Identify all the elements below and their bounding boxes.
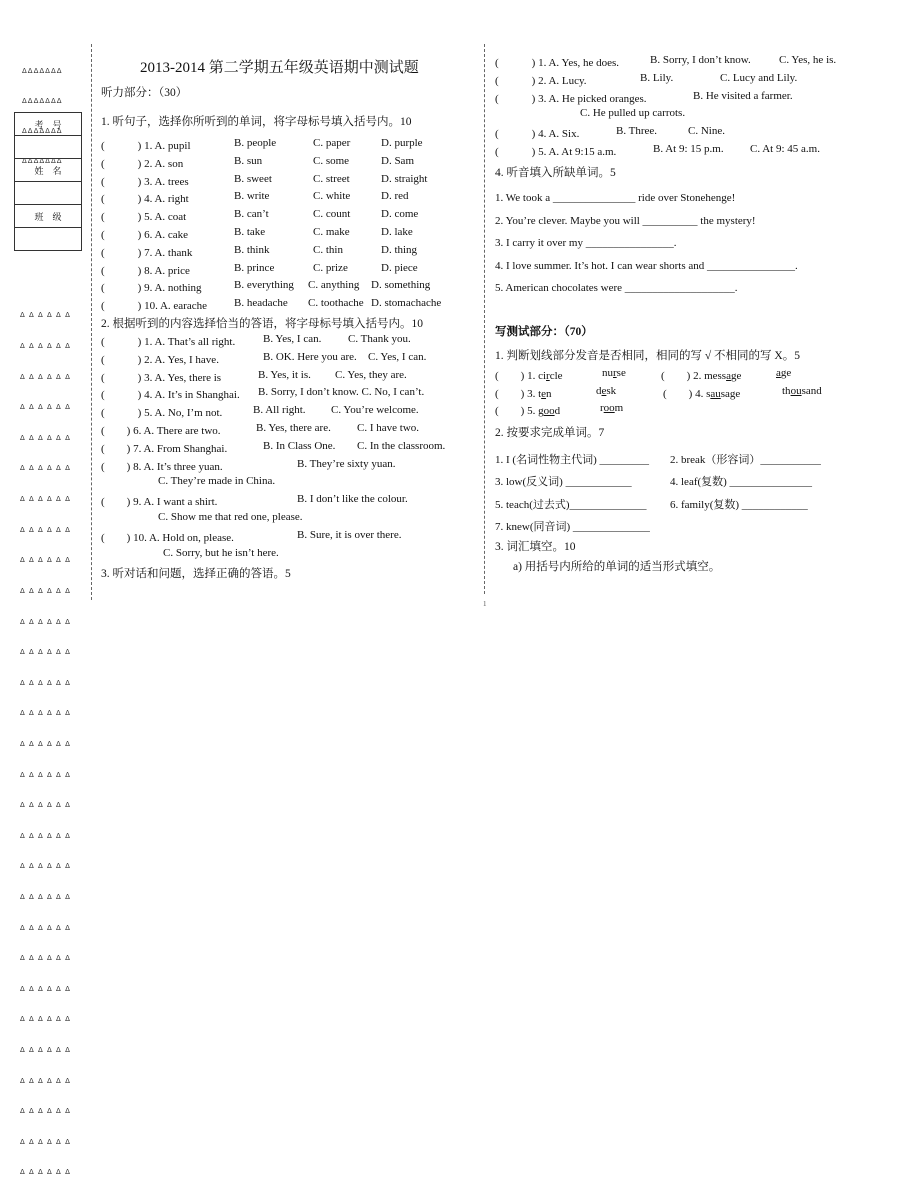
answer-option: D. come xyxy=(381,208,419,221)
answer-option: B. Three. xyxy=(616,125,658,138)
answer-option: D. red xyxy=(381,190,409,203)
word-part: cle xyxy=(549,370,563,382)
question-item: ( ) 7. A. thank xyxy=(101,246,193,259)
answer-option: C. Yes, he is. xyxy=(779,54,837,66)
question-item: ( ) 5. A. At 9:15 a.m. xyxy=(495,146,617,158)
answer-option: C. some xyxy=(313,154,350,167)
judge-item[interactable] xyxy=(495,367,563,383)
answer-option: B. Lily. xyxy=(640,71,674,84)
item-number: ( ) 3. xyxy=(495,388,539,400)
answer-option: D. something xyxy=(371,279,431,292)
fill-blank-item[interactable]: 3. I carry it over my ________________. xyxy=(495,237,677,249)
word-part: g xyxy=(538,405,544,417)
writing-2-heading: 2. 按要求完成单词。7 xyxy=(495,427,605,439)
question-item: ( ) 2. A. Lucy. xyxy=(495,74,587,87)
judge-item[interactable] xyxy=(663,385,740,401)
writing-heading: 写测试部分：（70） xyxy=(495,326,593,338)
word-part: d xyxy=(554,405,561,417)
word-form-item[interactable]: 7. knew(同音词) ______________ xyxy=(495,521,650,533)
binding-line xyxy=(91,44,92,600)
answer-option: C. Nine. xyxy=(688,125,725,138)
question-item: ( ) 9. A. I want a shirt. xyxy=(101,496,218,509)
answer-option: C. thin xyxy=(313,243,343,256)
answer-option: C. street xyxy=(313,172,350,185)
answer-option: B. write xyxy=(234,190,270,203)
item-number: ( ) 1. xyxy=(495,370,539,382)
name-field[interactable] xyxy=(15,182,82,205)
question-item: ( ) 3. A. trees xyxy=(101,175,189,188)
section-3-heading: 3. 听对话和问题，选择正确的答语。5 xyxy=(101,568,291,580)
answer-option: C. make xyxy=(313,226,350,238)
question-item: ( ) 2. A. son xyxy=(101,157,184,170)
column-divider xyxy=(484,44,485,594)
underlined-letters: oo xyxy=(603,402,615,414)
underlined-letters: r xyxy=(613,367,617,379)
underlined-letters: e xyxy=(601,385,607,397)
class-label: 班 级 xyxy=(15,205,82,228)
name-label: 姓 名 xyxy=(15,159,82,182)
answer-option: D. thing xyxy=(381,243,418,256)
answer-option: B. Sorry, I don’t know. xyxy=(650,54,751,66)
page-title: 2013-2014 第二学期五年级英语期中测试题 xyxy=(140,60,419,76)
word-form-item[interactable]: 6. family(复数) ____________ xyxy=(670,499,808,511)
fill-blank-item[interactable]: 5. American chocolates were ____________________. xyxy=(495,282,738,294)
word-part: s xyxy=(706,388,711,400)
answer-option: C. count xyxy=(313,208,351,221)
answer-option: C. Lucy and Lily. xyxy=(720,71,798,84)
judge-item[interactable] xyxy=(495,385,552,401)
answer-option: D. lake xyxy=(381,226,413,238)
answer-option: C. anything xyxy=(308,279,360,292)
answer-option: B. He visited a farmer. xyxy=(693,89,793,102)
section-4-heading: 4. 听音填入所缺单词。5 xyxy=(495,167,616,179)
question-item: ( ) 1. A. pupil xyxy=(101,140,191,152)
answer-option: B. sweet xyxy=(234,172,272,185)
answer-option: B. At 9: 15 p.m. xyxy=(653,143,724,155)
answer-option: B. Yes, I can. xyxy=(263,333,322,345)
question-item: ( ) 5. A. coat xyxy=(101,211,187,224)
word-form-item[interactable]: 5. teach(过去式)______________ xyxy=(495,499,647,511)
question-item: ( ) 1. A. That’s all right. xyxy=(101,336,236,348)
question-item: ( ) 6. A. There are two. xyxy=(101,425,221,437)
answer-option: B. headache xyxy=(234,297,288,310)
question-item: C. He pulled up carrots. xyxy=(580,107,686,120)
compare-word xyxy=(782,385,822,397)
writing-3-heading: 3. 词汇填空。10 xyxy=(495,541,576,553)
answer-option: B. Yes, there are. xyxy=(256,422,331,434)
compare-word xyxy=(602,367,626,379)
answer-option: B. prince xyxy=(234,261,275,274)
answer-option: C. At 9: 45 a.m. xyxy=(750,143,820,155)
answer-option: C. toothache xyxy=(308,297,364,310)
word-part: se xyxy=(616,367,626,379)
answer-option: C. Thank you. xyxy=(348,333,411,345)
section-2-heading: 2. 根据听到的内容选择恰当的答语，将字母标号填入括号内。10 xyxy=(101,318,423,330)
page-number: 1 xyxy=(483,600,487,608)
word-part: t xyxy=(538,388,542,400)
question-item: ( ) 3. A. He picked oranges. xyxy=(495,92,647,105)
fill-blank-item[interactable]: 4. I love summer. It’s hot. I can wear shorts and ________________. xyxy=(495,259,798,272)
question-item: C. They’re made in China. xyxy=(158,475,276,488)
question-item: ( ) 8. A. price xyxy=(101,264,190,277)
answer-option: B. OK. Here you are. xyxy=(263,350,357,363)
underlined-letters: oo xyxy=(543,405,555,417)
answer-option: C. Yes, they are. xyxy=(335,368,407,381)
answer-option: B. think xyxy=(234,243,270,256)
word-part: ge xyxy=(730,370,742,382)
question-item: ( ) 7. A. From Shanghai. xyxy=(101,442,228,455)
word-part: ge xyxy=(780,367,792,379)
listening-heading: 听力部分：（30） xyxy=(101,87,188,99)
word-part: sand xyxy=(801,385,822,397)
answer-option: C. Yes, I can. xyxy=(368,350,427,363)
answer-option: B. In Class One. xyxy=(263,439,336,452)
question-item: ( ) 8. A. It’s three yuan. xyxy=(101,460,223,473)
underlined-letters: au xyxy=(710,388,721,400)
compare-word xyxy=(776,367,791,379)
answer-option: C. white xyxy=(313,190,351,203)
answer-option: C. In the classroom. xyxy=(357,439,446,452)
judge-item[interactable] xyxy=(495,402,560,418)
question-item: ( ) 10. A. Hold on, please. xyxy=(101,531,234,544)
underlined-letters: a xyxy=(726,370,731,382)
word-part: ci xyxy=(538,370,547,382)
word-part: mess xyxy=(704,370,727,382)
question-item: ( ) 2. A. Yes, I have. xyxy=(101,353,219,366)
word-part: d xyxy=(596,385,602,397)
word-part: sage xyxy=(720,388,741,400)
underlined-letters: r xyxy=(546,370,550,382)
question-item: ( ) 9. A. nothing xyxy=(101,282,202,295)
writing-3-subheading: a) 用括号内所给的单词的适当形式填空。 xyxy=(513,561,721,573)
item-number: ( ) 4. xyxy=(663,388,707,400)
answer-option: B. All right. xyxy=(253,404,306,417)
exam-number-field[interactable] xyxy=(15,136,82,159)
word-form-item[interactable]: 4. leaf(复数) _______________ xyxy=(670,476,813,488)
answer-option: D. Sam xyxy=(381,154,414,167)
answer-option: D. straight xyxy=(381,172,428,185)
answer-option: C. I have two. xyxy=(357,422,420,434)
word-part: sk xyxy=(606,385,617,397)
word-part: m xyxy=(614,402,624,414)
word-part: nu xyxy=(602,367,613,379)
question-item: ( ) 4. A. right xyxy=(101,193,189,206)
triangle-pattern-top: ΔΔΔΔΔΔΔ ΔΔΔΔΔΔΔ ΔΔΔΔΔΔΔ ΔΔΔΔΔΔΔ xyxy=(22,67,63,165)
judge-item[interactable] xyxy=(661,367,741,383)
question-item: ( ) 5. A. No, I’m not. xyxy=(101,407,223,420)
word-form-item[interactable]: 2. break（形容词）___________ xyxy=(670,454,821,466)
answer-option: B. Sure, it is over there. xyxy=(297,528,402,541)
word-part: r xyxy=(600,402,604,414)
exam-number-label: 考 号 xyxy=(15,113,82,136)
answer-option: B. Yes, it is. xyxy=(258,368,311,381)
question-item: ( ) 1. A. Yes, he does. xyxy=(495,57,620,69)
question-item: ( ) 3. A. Yes, there is xyxy=(101,371,222,384)
question-item: ( ) 4. A. It’s in Shanghai. xyxy=(101,389,240,402)
fill-blank-item[interactable]: 1. We took a _______________ ride over Stonehenge! xyxy=(495,192,736,204)
word-form-item[interactable]: 3. low(反义词) ____________ xyxy=(495,476,632,488)
section-1-heading: 1. 听句子，选择你所听到的单词，将字母标号填入括号内。10 xyxy=(101,116,412,128)
question-item: ( ) 4. A. Six. xyxy=(495,128,580,141)
answer-option: B. take xyxy=(234,226,266,238)
triangle-pattern-bottom: Δ Δ Δ Δ Δ Δ Δ Δ Δ Δ Δ Δ Δ Δ Δ Δ Δ Δ Δ Δ Δ Δ Δ Δ Δ Δ Δ Δ Δ Δ Δ Δ Δ Δ Δ Δ Δ Δ Δ Δ Δ Δ Δ Δ Δ Δ Δ Δ Δ Δ Δ Δ Δ Δ Δ Δ Δ Δ Δ Δ Δ Δ Δ Δ Δ Δ Δ Δ Δ Δ Δ Δ Δ Δ Δ Δ Δ Δ Δ Δ Δ Δ Δ Δ Δ Δ Δ Δ Δ Δ Δ Δ Δ Δ Δ Δ Δ Δ Δ Δ Δ Δ Δ Δ Δ Δ Δ Δ Δ Δ Δ Δ Δ Δ Δ Δ Δ Δ Δ Δ Δ Δ Δ Δ Δ Δ Δ Δ Δ Δ Δ Δ Δ Δ Δ Δ Δ Δ Δ Δ Δ Δ Δ Δ Δ Δ Δ Δ Δ Δ Δ Δ Δ Δ Δ Δ Δ Δ Δ Δ Δ Δ Δ Δ Δ Δ Δ Δ Δ Δ Δ Δ Δ Δ xyxy=(20,311,71,1177)
answer-option: B. sun xyxy=(234,154,263,167)
underlined-letters: a xyxy=(776,367,781,379)
answer-option: C. paper xyxy=(313,137,351,149)
answer-option: C. prize xyxy=(313,261,348,274)
answer-option: C. You’re welcome. xyxy=(331,404,419,417)
word-part: n xyxy=(546,388,552,400)
word-part: th xyxy=(782,385,791,397)
question-item: C. Show me that red one, please. xyxy=(158,511,303,523)
answer-option: D. piece xyxy=(381,261,418,274)
question-item: ( ) 6. A. cake xyxy=(101,229,189,241)
answer-option: B. I don’t like the colour. xyxy=(297,493,408,506)
underlined-letters: e xyxy=(541,388,547,400)
class-field[interactable] xyxy=(15,228,82,251)
answer-option: B. Sorry, I don’t know. C. No, I can’t. xyxy=(258,386,425,399)
question-item: ( ) 10. A. earache xyxy=(101,300,207,313)
compare-word xyxy=(600,402,623,414)
word-form-item[interactable]: 1. I (名词性物主代词) _________ xyxy=(495,454,649,466)
item-number: ( ) 2. xyxy=(661,370,705,382)
underlined-letters: ou xyxy=(790,385,802,397)
answer-option: D. purple xyxy=(381,137,423,149)
answer-option: B. can’t xyxy=(234,208,269,221)
answer-option: D. stomachache xyxy=(371,297,442,310)
item-number: ( ) 5. xyxy=(495,405,539,417)
answer-option: B. everything xyxy=(234,279,294,292)
answer-option: B. people xyxy=(234,137,277,149)
writing-1-heading: 1. 判断划线部分发音是否相同，相同的写 √ 不相同的写 X。5 xyxy=(495,350,800,362)
question-item: C. Sorry, but he isn’t here. xyxy=(163,546,279,559)
student-info-table xyxy=(14,112,82,251)
answer-option: B. They’re sixty yuan. xyxy=(297,457,396,470)
compare-word xyxy=(596,385,616,397)
fill-blank-item[interactable]: 2. You’re clever. Maybe you will __________ the mystery! xyxy=(495,214,756,227)
